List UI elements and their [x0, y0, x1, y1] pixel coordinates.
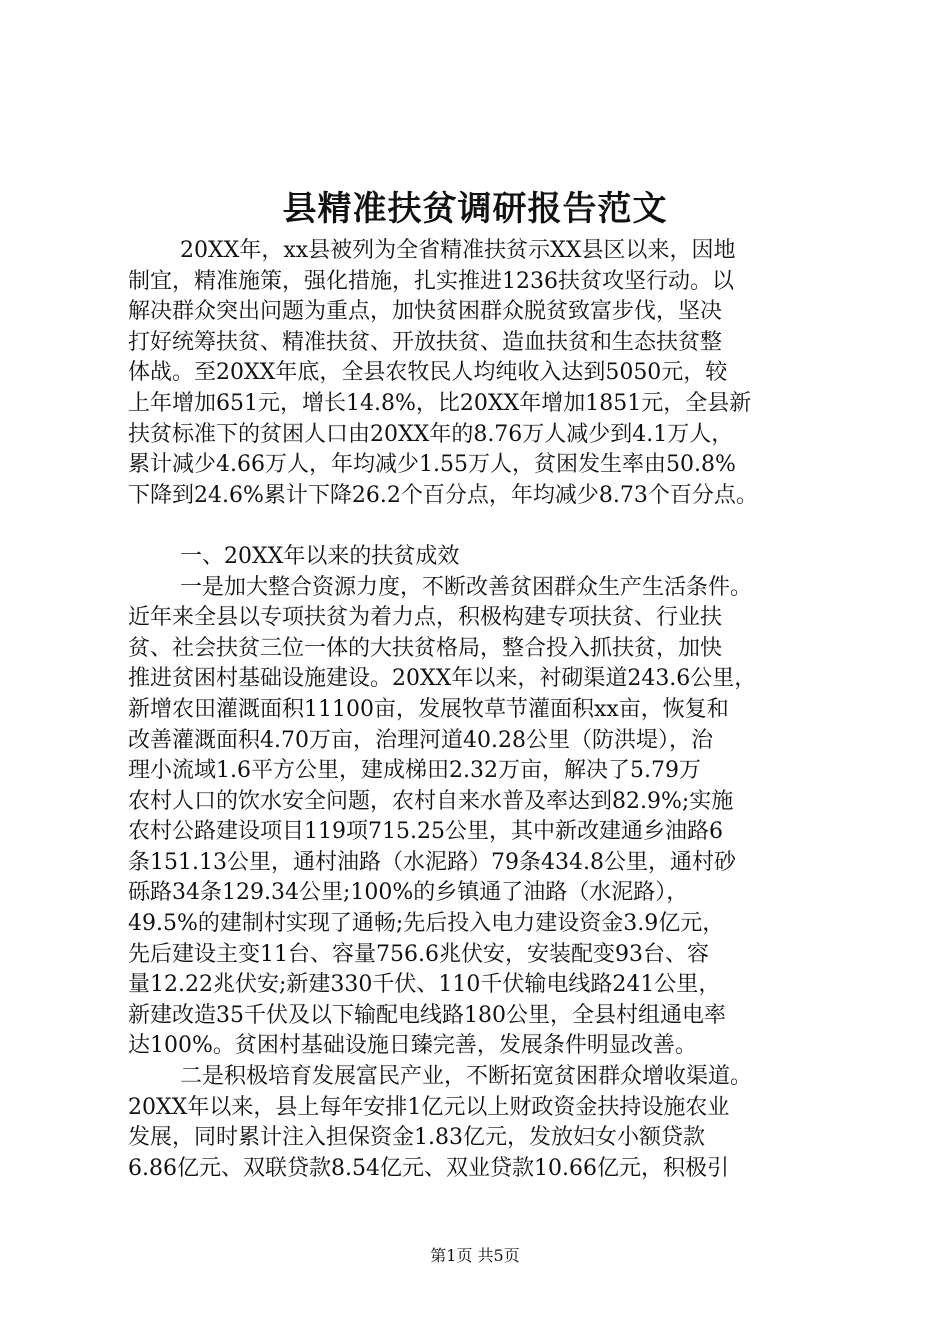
paragraph-line: 新增农田灌溉面积11100亩，发展牧草节灌面积xx亩，恢复和 [128, 696, 729, 722]
paragraph-line: 20XX年，xx县被列为全省精准扶贫示XX县区以来，因地 [180, 238, 736, 263]
paragraph-line: 解决群众突出问题为重点，加快贫困群众脱贫致富步伐，坚决 [128, 299, 723, 325]
paragraph-line: 6.86亿元、双联贷款8.54亿元、双业贷款10.66亿元，积极引 [128, 1155, 729, 1181]
paragraph-achievements [128, 573, 844, 1063]
paragraph-line: 农村公路建设项目119项715.25公里，其中新改建通乡油路6 [128, 819, 723, 845]
section-heading: 一、20XX年以来的扶贫成效 [180, 543, 460, 569]
paragraph-line: 新建改造35千伏及以下输配电线路180公里，全县村组通电率 [128, 1002, 726, 1028]
page-footer: 第1页 共5页 [430, 1246, 520, 1265]
document-title: 县精准扶贫调研报告范文 [282, 189, 668, 229]
paragraph-line: 上年增加651元，增长14.8%，比20XX年增加1851元，全县新 [128, 390, 752, 416]
paragraph-line: 理小流域1.6平方公里，建成梯田2.32万亩，解决了5.79万 [128, 758, 701, 784]
paragraph-line: 49.5%的建制村实现了通畅;先后投入电力建设资金3.9亿元， [128, 911, 725, 937]
paragraph-line: 近年来全县以专项扶贫为着力点，积极构建专项扶贫、行业扶 [128, 605, 723, 631]
paragraph-line: 累计减少4.66万人，年均减少1.55万人，贫困发生率由50.8% [128, 452, 736, 478]
paragraph-line: 发展，同时累计注入担保资金1.83亿元，发放妇女小额贷款 [128, 1125, 705, 1151]
paragraph-line: 扶贫标准下的贫困人口由20XX年的8.76万人减少到4.1万人， [128, 421, 734, 447]
paragraph-line: 推进贫困村基础设施建设。20XX年以来，衬砌渠道243.6公里， [128, 666, 757, 692]
paragraph-line: 制宜，精准施策，强化措施，扎实推进1236扶贫攻坚行动。以 [128, 268, 734, 294]
paragraph-line: 改善灌溉面积4.70万亩，治理河道40.28公里（防洪堤），治 [128, 727, 713, 753]
document-body [128, 236, 844, 1184]
paragraph-line: 二是积极培育发展富民产业，不断拓宽贫困群众增收渠道。 [180, 1064, 753, 1090]
paragraph-line: 条151.13公里，通村油路（水泥路）79条434.8公里，通村砂 [128, 849, 736, 875]
paragraph-line: 体战。至20XX年底，全县农牧民人均纯收入达到5050元，较 [128, 360, 728, 386]
paragraph-line: 贫、社会扶贫三位一体的大扶贫格局，整合投入抓扶贫，加快 [128, 635, 723, 661]
paragraph-line: 打好统筹扶贫、精准扶贫、开放扶贫、造血扶贫和生态扶贫整 [128, 329, 723, 355]
paragraph-industry [128, 1062, 844, 1184]
paragraph-line: 砾路34条129.34公里;100%的乡镇通了油路（水泥路）， [128, 880, 689, 906]
paragraph-line: 先后建设主变11台、容量756.6兆伏安，安装配变93台、容 [128, 941, 709, 967]
paragraph-line: 下降到24.6%累计下降26.2个百分点，年均减少8.73个百分点。 [128, 482, 758, 508]
paragraph-line: 量12.22兆伏安;新建330千伏、110千伏输电线路241公里， [128, 972, 721, 998]
paragraph-spacer [128, 511, 844, 542]
paragraph-line: 农村人口的饮水安全问题，农村自来水普及率达到82.9%;实施 [128, 788, 734, 814]
paragraph-line: 一是加大整合资源力度，不断改善贫困群众生产生活条件。 [180, 574, 753, 600]
paragraph-line: 达100%。贫困村基础设施日臻完善，发展条件明显改善。 [128, 1033, 697, 1059]
paragraph-intro [128, 236, 844, 511]
paragraph-line: 20XX年以来，县上每年安排1亿元以上财政资金扶持设施农业 [128, 1094, 730, 1120]
